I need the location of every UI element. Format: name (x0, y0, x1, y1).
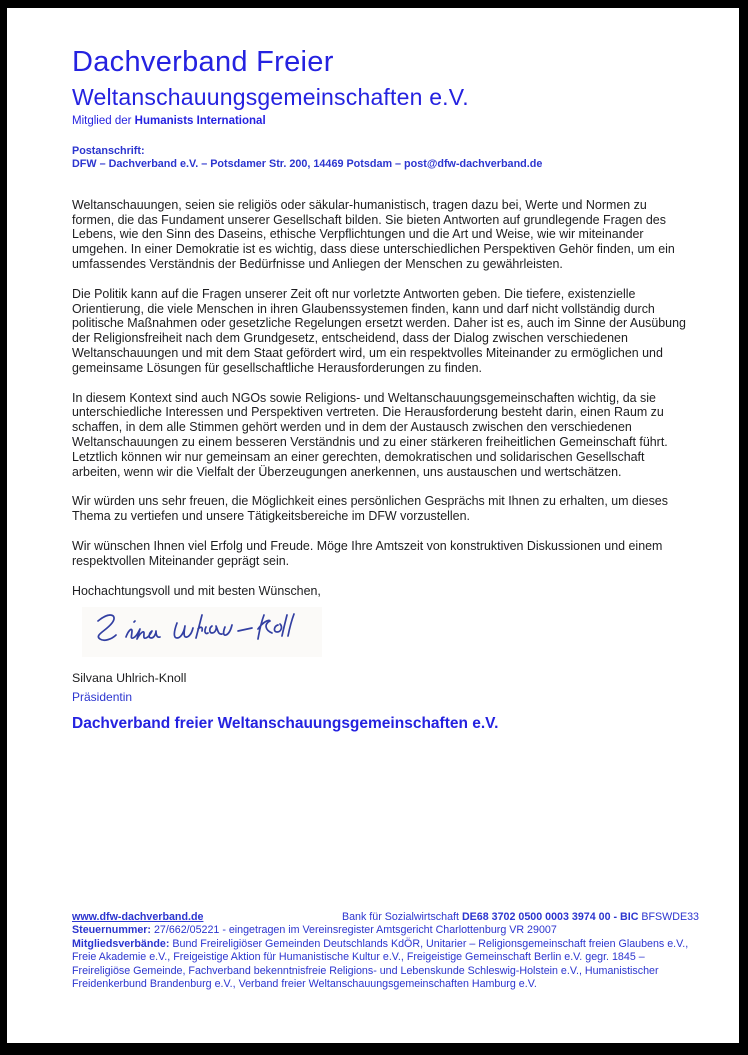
signature-strokes (82, 607, 322, 657)
letterhead (72, 46, 692, 172)
org-title-line2: Weltanschauungsgemeinschaften e.V. (72, 84, 469, 111)
signer-title: Präsidentin (72, 690, 133, 705)
membership-prefix: Mitglied der (72, 114, 135, 127)
tax-label: Steuernummer: (72, 924, 151, 937)
signer-name: Silvana Uhlrich-Knoll (72, 671, 187, 686)
paragraph-3: In diesem Kontext sind auch NGOs sowie Religions- und Weltanschauungsgemeinschaften wichtig, da sie unterschiedliche Interessen und Perspektiven vertreten. Die Herausforderung besteht darin, einen Raum zu schaffen, in dem alle Stimmen gehört werden und in dem der Austausch zwischen den verschiedenen Weltanschauungen zu einem besseren Verständnis und zu einer stärkeren freiheitlichen Gemeinschaft führt. Letztlich können wir nur gemeinsam an einer gerechten, demokratischen und solidarischen Gesellschaft arbeiten, wenn wir die Vielfalt der Überzeugungen anerkennen, uns austauschen und wertschätzen. (72, 390, 668, 479)
letter-footer (72, 911, 699, 991)
letter-page (7, 8, 739, 1043)
org-title-line1: Dachverband Freier (72, 46, 334, 78)
footer-row-bank (72, 911, 699, 924)
letter-body (72, 198, 692, 734)
postal-block (72, 145, 692, 172)
bank-line (342, 911, 699, 924)
membership-org: Humanists International (134, 114, 266, 127)
footer-row-members (72, 938, 699, 992)
bank-label: Bank für Sozialwirtschaft (341, 911, 462, 923)
bank-bic: BFSWDE33 (638, 911, 699, 923)
paragraph-5: Wir wünschen Ihnen viel Erfolg und Freude. Möge Ihre Amtszeit von konstruktiven Diskussionen und einem respektvollen Miteinander geprägt sein. (72, 538, 663, 568)
website-link[interactable]: www.dfw-dachverband.de (72, 911, 204, 923)
membership-line (72, 115, 692, 127)
footer-row-tax (72, 924, 699, 937)
signer-organization: Dachverband freier Weltanschauungsgemeinschaften e.V. (72, 715, 499, 733)
paragraph-1: Weltanschauungen, seien sie religiös oder säkular-humanistisch, tragen dazu bei, Werte und Normen zu formen, die das Fundament unserer Gesellschaft bilden. Sie bieten Antworten auf grundlegende Fragen des Lebens, wie den Sinn des Daseins, ethische Verpflichtungen und die Art und Weise, wie wir miteinander umgehen. In einer Demokratie ist es wichtig, dass diese unterschiedlichen Perspektiven Gehör finden, um ein umfassendes Verständnis der Bedürfnisse und Anliegen der Menschen zu gewährleisten. (72, 197, 675, 271)
paragraph-4: Wir würden uns sehr freuen, die Möglichkeit eines persönlichen Gesprächs mit Ihnen zu erhalten, um dieses Thema zu vertiefen und unsere Tätigkeitsbereiche im DFW vorzustellen. (72, 494, 668, 524)
postal-label: Postanschrift: (72, 144, 145, 157)
members-label: Mitgliedsverbände: (72, 937, 170, 950)
paragraph-2: Die Politik kann auf die Fragen unserer Zeit oft nur vorletzte Antworten geben. Die tiefere, existenzielle Orientierung, die viele Menschen in ihren Glaubenssystemen finden, kann und darf nicht vollständig durch politische Maßnahmen oder gesetzliche Regelungen ersetzt werden. Daher ist es, auch im Sinne der Ausübung der Religionsfreiheit nach dem Grundgesetz, entscheidend, dass der Dialog zwischen verschiedenen Weltanschauungen und mit dem Staat gefördert wird, um ein respektvolles Miteinander zu ermöglichen und gemeinsame Lösungen für gesellschaftliche Herausforderungen zu finden. (72, 286, 686, 375)
postal-address: DFW – Dachverband e.V. – Potsdamer Str. 200, 14469 Potsdam – post@dfw-dachverband.de (72, 158, 543, 171)
bank-iban: DE68 3702 0500 0003 3974 00 - BIC (461, 911, 639, 923)
closing-line: Hochachtungsvoll und mit besten Wünschen, (72, 583, 321, 598)
members-list: Bund Freireligiöser Gemeinden Deutschlands KdÖR, Unitarier – Religionsgemeinschaft freien Glaubens e.V., Freie Akademie e.V., Freigeistige Aktion für Humanistische Kultur e.V., Freigeistige Gemeinschaft Berlin e.V. gegr. 1845 – Freireligiöse Gemeinde, Fachverband bekenntnisfreie Religions- und Lebenskunde Schleswig-Holstein e.V., Humanistischer Freidenkerbund Brandenburg e.V., Verband freier Weltanschauungsgemeinschaften Hamburg e.V. (72, 937, 689, 991)
handwritten-signature (82, 607, 322, 657)
tax-value: 27/662/05221 - eingetragen im Vereinsregister Amtsgericht Charlottenburg VR 29007 (151, 924, 557, 937)
